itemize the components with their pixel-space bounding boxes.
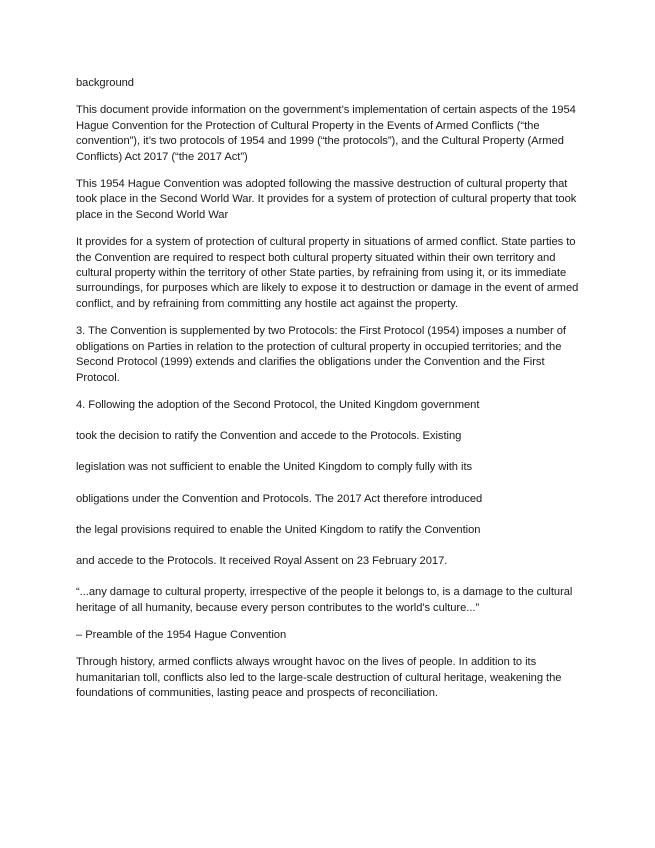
- protection-paragraph: It provides for a system of protection of cultural property in situations of armed conflict. State parties to the Convention are required to respect both cultural property situated within their own territory and cultural property within the territory of other State parties, by refraining from using it, or its immediate surroundings, for purposes which are likely to expose it to destruction or damage in the event of armed conflict, and by refraining from committing any hostile act against the property.: [76, 236, 579, 310]
- ratification-line: legislation was not sufficient to enable the United Kingdom to comply fully with its: [76, 461, 473, 474]
- ratification-line: the legal provisions required to enable the United Kingdom to ratify the Convention: [76, 523, 481, 536]
- ratification-line: obligations under the Convention and Protocols. The 2017 Act therefore introduced: [76, 492, 483, 505]
- ratification-line: and accede to the Protocols. It received Royal Assent on 23 February 2017.: [76, 554, 448, 567]
- protocols-paragraph: 3. The Convention is supplemented by two Protocols: the First Protocol (1954) imposes a number of obligations on Parties in relation to the protection of cultural property in occupied territories; and the Second Protocol (1999) extends and clarifies the obligations under the Convention and the First Protocol.: [76, 325, 566, 384]
- section-heading: background: [76, 77, 134, 89]
- document-body: [76, 76, 586, 714]
- quote-attribution: – Preamble of the 1954 Hague Convention: [76, 628, 287, 641]
- ratification-line: took the decision to ratify the Convention and accede to the Protocols. Existing: [76, 430, 462, 443]
- intro-paragraph: This document provide information on the government’s implementation of certain aspects of the 1954 Hague Convention for the Protection of Cultural Property in the Events of Armed Conflicts (“the convention”), it’s two protocols of 1954 and 1999 (“the protocols”), and the Cultural Property (Armed Conflicts) Act 2017 (“the 2017 Act”): [76, 104, 576, 163]
- closing-paragraph: Through history, armed conflicts always wrought havoc on the lives of people. In addition to its humanitarian toll, conflicts also led to the large-scale destruction of cultural heritage, weakening the foundations of communities, lasting peace and prospects of reconciliation.: [76, 656, 562, 700]
- ratification-line: 4. Following the adoption of the Second Protocol, the United Kingdom government: [76, 398, 480, 411]
- adoption-paragraph: This 1954 Hague Convention was adopted following the massive destruction of cultural property that took place in the Second World War. It provides for a system of protection of cultural property that took place in the Second World War: [76, 178, 577, 221]
- preamble-quote: “...any damage to cultural property, irrespective of the people it belongs to, is a damage to the cultural heritage of all humanity, because every person contributes to the world's culture...”: [76, 586, 573, 614]
